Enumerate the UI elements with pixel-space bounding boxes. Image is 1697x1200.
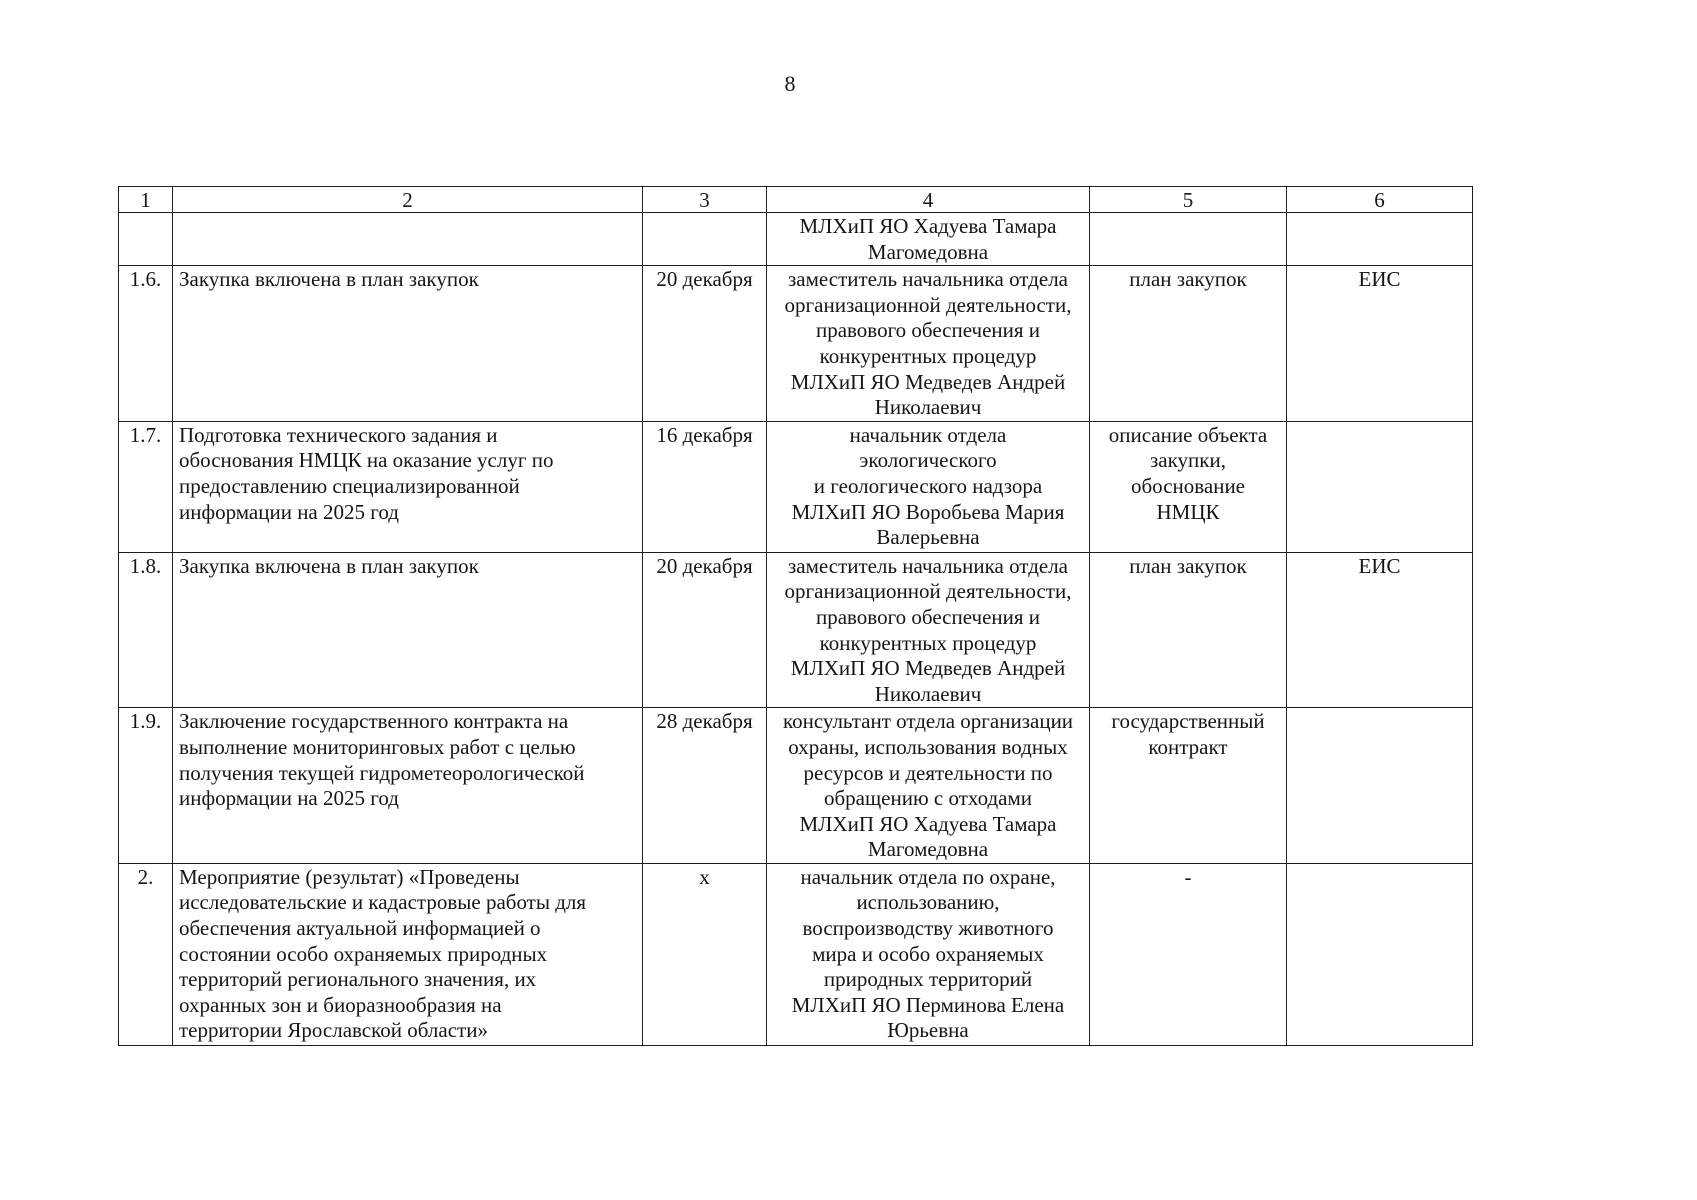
cell-text-line: 1.8. bbox=[129, 553, 162, 578]
cell-text-line: обоснование bbox=[1130, 473, 1246, 498]
cell-text-line: информации на 2025 год bbox=[179, 499, 399, 524]
cell-information-system bbox=[1287, 863, 1473, 1045]
cell-text-line: МЛХиП ЯО Хадуева Тамара bbox=[799, 214, 1057, 238]
cell-task-description bbox=[173, 213, 643, 266]
cell-task-description bbox=[173, 552, 643, 708]
cell-text-line: ресурсов и деятельности по bbox=[803, 760, 1053, 785]
cell-text-line: 16 декабря bbox=[656, 422, 753, 447]
cell-text-line: конкурентных процедур bbox=[819, 343, 1037, 368]
cell-text-line: исследовательские и кадастровые работы для bbox=[179, 890, 587, 915]
cell-text-line: Закупка включена в план закупок bbox=[179, 267, 479, 292]
cell-text-line: МЛХиП ЯО Медведев Андрей bbox=[790, 656, 1066, 681]
cell-text-line: начальник отдела по охране, bbox=[800, 864, 1056, 889]
cell-text-line: мира и особо охраняемых bbox=[812, 941, 1044, 966]
cell-item-number bbox=[119, 213, 173, 266]
cell-result-document bbox=[1090, 708, 1287, 864]
cell-text-line: обеспечения актуальной информацией о bbox=[179, 916, 541, 941]
header-cell-5: 5 bbox=[1090, 187, 1287, 213]
cell-text-line: получения текущей гидрометеорологической bbox=[179, 760, 585, 785]
cell-text-line: организационной деятельности, bbox=[784, 292, 1072, 317]
cell-text-line: Валерьевна bbox=[876, 525, 980, 550]
cell-deadline bbox=[643, 421, 767, 552]
cell-responsible-person bbox=[767, 421, 1090, 552]
cell-deadline bbox=[643, 863, 767, 1045]
cell-text-line: предоставлению специализированной bbox=[179, 473, 520, 498]
cell-text-line: план закупок bbox=[1129, 267, 1247, 292]
cell-item-number bbox=[119, 552, 173, 708]
cell-text-line: территорий регионального значения, их bbox=[179, 967, 537, 992]
cell-text-line: Мероприятие (результат) «Проведены bbox=[179, 864, 520, 889]
header-cell-4: 4 bbox=[767, 187, 1090, 213]
cell-item-number bbox=[119, 708, 173, 864]
cell-text-line: МЛХиП ЯО Воробьева Мария bbox=[791, 499, 1065, 524]
cell-text-line: использованию, bbox=[856, 890, 1000, 915]
cell-text-line: природных территорий bbox=[823, 967, 1033, 992]
cell-task-description bbox=[173, 863, 643, 1045]
cell-text-line: воспроизводству животного bbox=[802, 916, 1054, 941]
cell-deadline bbox=[643, 708, 767, 864]
table-row bbox=[119, 863, 1473, 1045]
cell-text-line: 28 декабря bbox=[656, 709, 753, 734]
cell-text-line: МЛХиП ЯО Перминова Елена bbox=[791, 992, 1065, 1017]
header-cell-6: 6 bbox=[1287, 187, 1473, 213]
cell-text-line: 1.7. bbox=[129, 422, 162, 447]
cell-deadline bbox=[643, 213, 767, 266]
cell-text-line: описание объекта bbox=[1108, 422, 1268, 447]
cell-text-line: обращению с отходами bbox=[823, 786, 1032, 811]
cell-text-line: состоянии особо охраняемых природных bbox=[179, 941, 548, 966]
cell-deadline bbox=[643, 552, 767, 708]
cell-information-system bbox=[1287, 421, 1473, 552]
table-row bbox=[119, 552, 1473, 708]
table-header bbox=[119, 187, 1473, 213]
cell-text-line: охранных зон и биоразнообразия на bbox=[179, 992, 502, 1017]
page-number: 8 bbox=[784, 71, 796, 96]
cell-text-line: конкурентных процедур bbox=[819, 630, 1037, 655]
table-row bbox=[119, 266, 1473, 422]
cell-result-document bbox=[1090, 266, 1287, 422]
cell-information-system bbox=[1287, 552, 1473, 708]
cell-result-document bbox=[1090, 863, 1287, 1045]
header-cell-1: 1 bbox=[119, 187, 173, 213]
cell-deadline bbox=[643, 266, 767, 422]
cell-text-line: НМЦК bbox=[1156, 499, 1220, 524]
cell-responsible-person bbox=[767, 863, 1090, 1045]
cell-task-description bbox=[173, 421, 643, 552]
cell-text-line: 20 декабря bbox=[656, 267, 753, 292]
cell-text-line: заместитель начальника отдела bbox=[788, 553, 1068, 578]
cell-responsible-person bbox=[767, 266, 1090, 422]
cell-result-document bbox=[1090, 421, 1287, 552]
cell-text-line: информации на 2025 год bbox=[179, 786, 399, 811]
cell-text-line: закупки, bbox=[1150, 448, 1226, 473]
cell-text-line: правового обеспечения и bbox=[815, 604, 1041, 629]
cell-text-line: Магомедовна bbox=[867, 239, 989, 264]
table-body bbox=[119, 213, 1473, 1046]
cell-text-line: 1.6. bbox=[129, 267, 162, 292]
cell-information-system bbox=[1287, 213, 1473, 266]
cell-text-line: ЕИС bbox=[1358, 267, 1401, 292]
cell-task-description bbox=[173, 708, 643, 864]
table-row bbox=[119, 213, 1473, 266]
cell-text-line: экологического bbox=[859, 448, 997, 473]
cell-text-line: МЛХиП ЯО Хадуева Тамара bbox=[799, 811, 1057, 836]
cell-text-line: МЛХиП ЯО Медведев Андрей bbox=[790, 369, 1066, 394]
cell-text-line: Николаевич bbox=[874, 395, 982, 420]
cell-responsible-person bbox=[767, 552, 1090, 708]
cell-text-line: и геологического надзора bbox=[813, 473, 1043, 498]
cell-task-description bbox=[173, 266, 643, 422]
cell-text-line: правового обеспечения и bbox=[815, 318, 1041, 343]
cell-text-line: обоснования НМЦК на оказание услуг по bbox=[179, 448, 554, 473]
cell-text-line: х bbox=[699, 864, 710, 889]
cell-text-line: 1.9. bbox=[129, 709, 162, 734]
cell-result-document bbox=[1090, 213, 1287, 266]
cell-text-line: Николаевич bbox=[874, 681, 982, 706]
cell-text-line: Магомедовна bbox=[867, 837, 989, 862]
cell-text-line: консультант отдела организации bbox=[782, 709, 1074, 734]
cell-text-line: выполнение мониторинговых работ с целью bbox=[179, 734, 576, 759]
table-row bbox=[119, 708, 1473, 864]
cell-text-line: организационной деятельности, bbox=[784, 579, 1072, 604]
cell-text-line: начальник отдела bbox=[849, 422, 1007, 447]
table-header-row bbox=[119, 187, 1473, 213]
cell-text-line: территории Ярославской области» bbox=[179, 1018, 488, 1043]
cell-text-line: контракт bbox=[1148, 734, 1228, 759]
cell-item-number bbox=[119, 421, 173, 552]
cell-text-line: 2. bbox=[137, 864, 154, 889]
cell-text-line: охраны, использования водных bbox=[788, 734, 1068, 759]
header-cell-3: 3 bbox=[643, 187, 767, 213]
cell-text-line: заместитель начальника отдела bbox=[788, 267, 1068, 292]
cell-text-line: Подготовка технического задания и bbox=[179, 422, 498, 447]
cell-text-line: Заключение государственного контракта на bbox=[179, 709, 569, 734]
cell-item-number bbox=[119, 266, 173, 422]
cell-text-line: - bbox=[1184, 864, 1192, 889]
cell-text-line: Закупка включена в план закупок bbox=[179, 553, 479, 578]
cell-responsible-person bbox=[767, 213, 1090, 266]
header-cell-2: 2 bbox=[173, 187, 643, 213]
cell-text-line: ЕИС bbox=[1358, 553, 1401, 578]
cell-item-number bbox=[119, 863, 173, 1045]
cell-responsible-person bbox=[767, 708, 1090, 864]
cell-result-document bbox=[1090, 552, 1287, 708]
cell-information-system bbox=[1287, 708, 1473, 864]
cell-text-line: государственный bbox=[1111, 709, 1265, 734]
cell-text-line: план закупок bbox=[1129, 553, 1247, 578]
table-row bbox=[119, 421, 1473, 552]
cell-information-system bbox=[1287, 266, 1473, 422]
cell-text-line: Юрьевна bbox=[887, 1018, 969, 1043]
plan-table bbox=[118, 186, 1473, 1046]
cell-text-line: 20 декабря bbox=[656, 553, 753, 578]
